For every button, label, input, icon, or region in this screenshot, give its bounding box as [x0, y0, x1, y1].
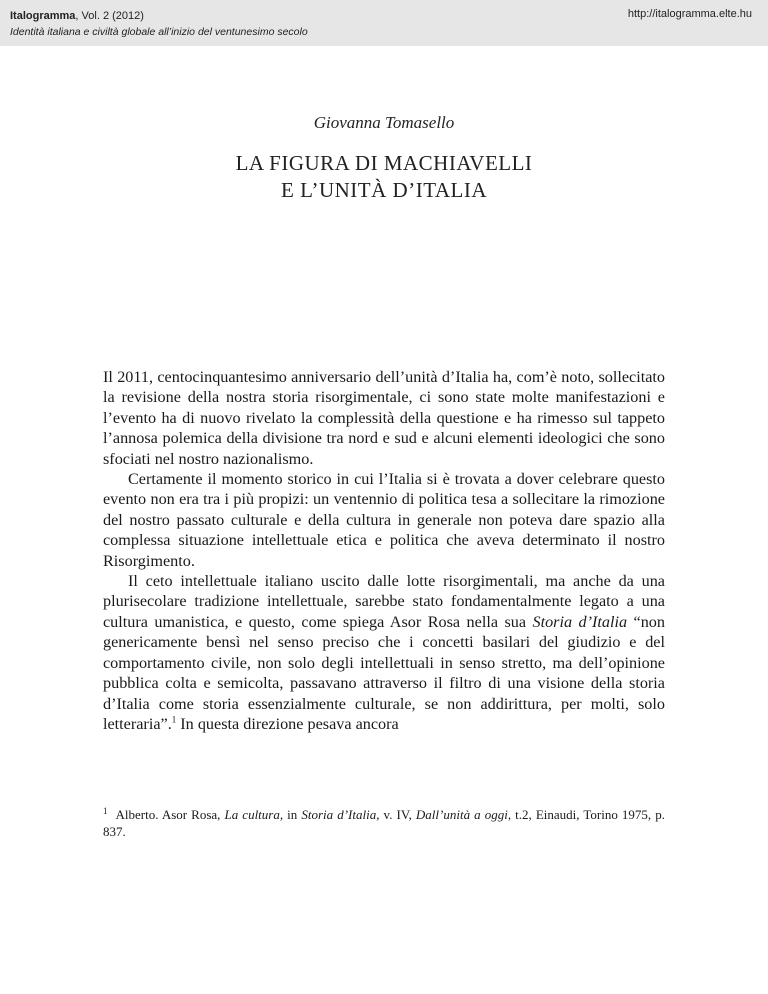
paragraph-3-text-a: Il ceto intellettuale italiano uscito dalle lotte risorgimentali, ma anche da una plurisecolare tradizione intellettuale, sarebbe stato fondamentalmente legato a una cultura umanistica, e questo, come spiega Asor Rosa nella sua: [103, 572, 665, 631]
footnote-text-a: Alberto. Asor Rosa,: [115, 807, 225, 822]
article-title: [0, 150, 768, 204]
journal-subtitle: Identità italiana e civiltà globale all’inizio del ventunesimo secolo: [10, 26, 308, 38]
paragraph-3-text-b: “non genericamente bensì nel senso preciso che i concetti basilari del giudizio e del comportamento civile, non solo degli intellettuali in senso stretto, ma dell’opinione pubblica colta e semicolta, passavano attraverso il filtro di una visione della storia d’Italia come storia essenzialmente culturale, se non addirittura, per molti, solo letteraria”.: [103, 612, 665, 733]
paragraph-2: Certamente il momento storico in cui l’Italia si è trovata a dover celebrare questo evento non era tra i più propizi: un ventennio di politica tesa a sollecitare la rimozione del nostro passato culturale e della cultura in generale non poteva dare spazio alla complessa situazione intellettuale etica e politica che aveva determinato il nostro Risorgimento.: [103, 470, 665, 570]
footnote-italic-3: Dall’unità a oggi: [415, 807, 508, 822]
paragraph-1: Il 2011, centocinquantesimo anniversario dell’unità d’Italia ha, com’è noto, sollecitato la revisione della nostra storia risorgimentale, ci sono state molte manifestazioni e l’evento ha di nuovo rivelato la complessità della questione e ha rimesso sul tappeto l’annosa polemica della divisione tra nord e sud e alcuni elementi ideologici che sono sfociati nel nostro nazionalismo.: [103, 368, 665, 468]
footnote-italic-1: La cultura,: [224, 807, 284, 822]
journal-line: [10, 8, 308, 24]
paragraph-3-text-c: In questa direzione pesava ancora: [176, 714, 399, 733]
article-title-line-1: LA FIGURA DI MACHIAVELLI: [235, 151, 533, 175]
journal-volume: , Vol. 2 (2012): [75, 10, 144, 22]
page-header: [0, 0, 768, 46]
footnote: [103, 806, 665, 840]
footnote-text-d: , t.2, Einaudi, Torino 1975, p. 837.: [103, 807, 665, 839]
paragraph-3-italic-title: Storia d’Italia: [532, 612, 628, 631]
footnote-number: 1: [103, 805, 108, 816]
footnote-text-c: , v. IV,: [376, 807, 416, 822]
paragraph-3: [103, 571, 665, 734]
footnote-text-b: in: [283, 807, 302, 822]
footnote-italic-2: Storia d’Italia: [301, 807, 377, 822]
journal-name: Italogramma: [10, 10, 76, 22]
journal-url[interactable]: http://italogramma.elte.hu: [627, 8, 752, 20]
article-title-line-2: E L’UNITÀ D’ITALIA: [281, 178, 487, 202]
article-author: Giovanna Tomasello: [313, 113, 455, 132]
journal-info: [10, 8, 308, 40]
article-body: [103, 367, 665, 734]
footnote-reference[interactable]: 1: [171, 714, 177, 725]
